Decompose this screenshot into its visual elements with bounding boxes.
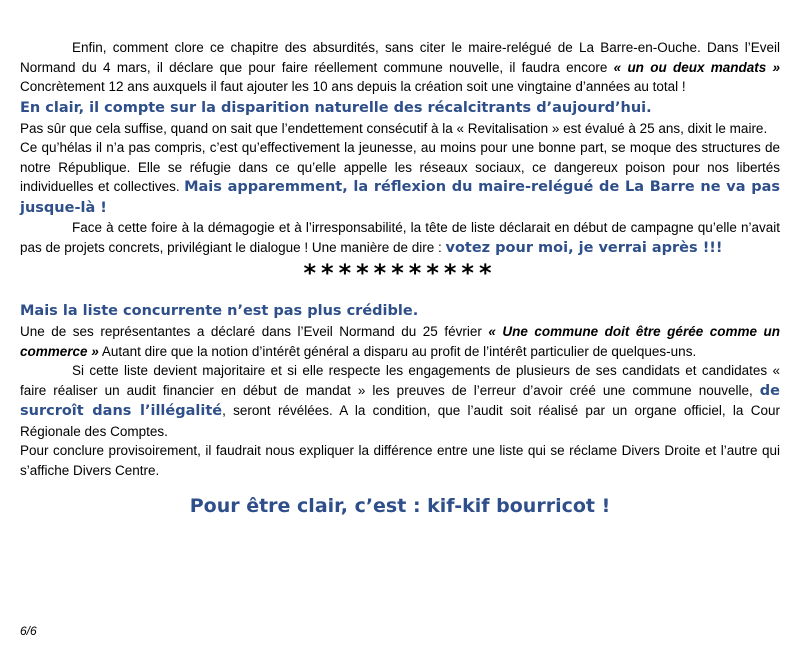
paragraph-1-text-a: Enfin, comment clore ce chapitre des absurdités, sans citer le maire-relégué de La Barre-en-Ouche. Dans l’Eveil Normand du 4 mars, il déclare que pour faire réellement commune nouvelle, il faudra encore [20,40,780,75]
paragraph-3-text: Ce qu’hélas il n’a pas compris, c’est qu’effectivement la jeunesse, au moins pour une bonne part, se moque des structures de notre République. Elle se réfugie dans ce qu’elle appelle les réseaux sociaux, ce dangereux poison pour nos libertés individuelles et collectives. [20,140,780,194]
paragraph-3 [20,138,780,218]
paragraph-4-text: Face à cette foire à la démagogie et à l’irresponsabilité, la tête de liste déclarait en début de campagne qu’elle n’avait pas de projets concrets, privilégiant le dialogue ! Une manière de dire : [20,220,780,255]
paragraph-6 [20,361,780,441]
paragraph-5-text-a: Une de ses représentantes a déclaré dans l’Eveil Normand du 25 février [20,324,489,339]
closing-statement: Pour être clair, c’est : kif-kif bourricot ! [189,495,611,517]
paragraph-6-text-a: Si cette liste devient majoritaire et si elle respecte les engagements de plusieurs de ses candidats et candidates « faire réaliser un audit financier en début de mandat » les preuves de l’erreur d’avoir créé une commune nouvelle, [20,363,780,398]
emphasis-line-2: Mais la liste concurrente n’est pas plus crédible. [20,303,419,319]
section-separator: *********** [303,259,497,287]
paragraph-6-emphasis: de surcroît dans l’illégalité [20,382,780,419]
document-body [20,38,780,520]
spacer [20,290,780,300]
paragraph-7: Pour conclure provisoirement, il faudrait nous expliquer la différence entre une liste qui se réclame Divers Droite et l’autre qui s’affiche Divers Centre. [20,443,780,478]
paragraph-3-emphasis: Mais apparemment, la réflexion du maire-relégué de La Barre ne va pas jusque-là ! [20,179,780,216]
paragraph-4-emphasis: votez pour moi, je verrai après !!! [445,239,723,256]
paragraph-5-text-b: Autant dire que la notion d’intérêt général a disparu au profit de l’intérêt particulier de quelques-uns. [98,343,697,359]
paragraph-4 [20,218,780,258]
paragraph-1 [20,38,780,97]
emphasis-line-1: En clair, il compte sur la disparition naturelle des récalcitrants d’aujourd’hui. [20,99,652,116]
page-number: 6/6 [20,624,37,638]
quote-mandats: « un ou deux mandats » [613,59,780,75]
paragraph-2: Pas sûr que cela suffise, quand on sait que l’endettement consécutif à la « Revitalisation » est évalué à 25 ans, dixit le maire. [20,120,768,136]
paragraph-5 [20,322,780,361]
paragraph-6-text-b: , seront révélées. A la condition, que l’audit soit réalisé par un organe officiel, la Cour Régionale des Comptes. [20,403,780,439]
paragraph-1-text-b: Concrètement 12 ans auxquels il faut ajouter les 10 ans depuis la création soit une vingtaine d’années au total ! [20,79,686,94]
quote-commerce: « Une commune doit être gérée comme un commerce » [20,324,780,359]
